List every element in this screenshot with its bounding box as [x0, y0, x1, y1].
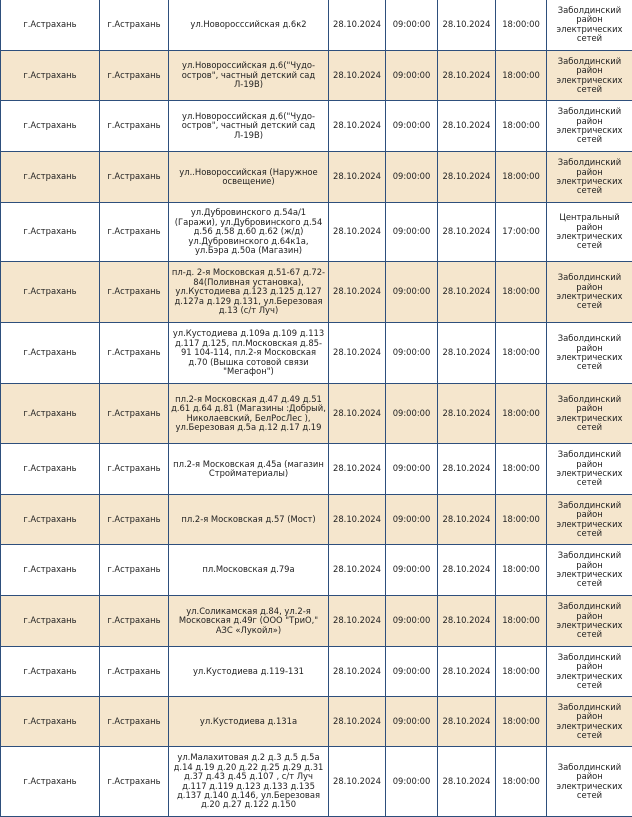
start-date-cell: 28.10.2024 [329, 262, 386, 323]
network-region-cell: Заболдинский район электрических сетей [547, 262, 632, 323]
start-time-cell: 09:00:00 [386, 262, 438, 323]
network-region-cell: Заболдинский район электрических сетей [547, 51, 632, 101]
start-time-cell: 09:00:00 [386, 152, 438, 203]
locality-cell: г.Астрахань [100, 384, 169, 444]
start-date-cell: 28.10.2024 [329, 596, 386, 647]
end-time-cell: 18:00:00 [496, 747, 547, 817]
locality-cell: г.Астрахань [100, 647, 169, 697]
table-row [1, 495, 632, 545]
start-date-cell: 28.10.2024 [329, 0, 386, 51]
start-time-cell: 09:00:00 [386, 647, 438, 697]
address-cell: ул.Кустодиева д.109а д.109 д.113 д.117 д.125, пл.Московская д.85-91 104-114, пл.2-я Московская д.70 (Вышка сотовой связи "Мегафон") [169, 323, 329, 384]
end-date-cell: 28.10.2024 [438, 262, 496, 323]
address-cell: ул.Кустодиева д.119-131 [169, 647, 329, 697]
start-time-cell: 09:00:00 [386, 495, 438, 545]
end-time-cell: 18:00:00 [496, 0, 547, 51]
network-region-cell: Заболдинский район электрических сетей [547, 747, 632, 817]
city-cell: г.Астрахань [1, 51, 100, 101]
address-cell: ул.Малахитовая д.2 д.3 д.5 д.5а д.14 д.19 д.20 д.22 д.25 д.29 д.31 д.37 д.43 д.45 д.107 , с/т Луч д.117 д.119 д.123 д.133 д.135 д.137 д.140 д.146, ул.Березовая д.20 д.27 д.122 д.150 [169, 747, 329, 817]
city-cell: г.Астрахань [1, 0, 100, 51]
address-cell: ул.Соликамская д.84, ул.2-я Московская д.49г (ООО "ТриО," АЗС «Лукойл») [169, 596, 329, 647]
city-cell: г.Астрахань [1, 384, 100, 444]
address-cell: ул.Новороссийская д.6("Чудо-остров", частный детский сад Л-19В) [169, 101, 329, 152]
end-date-cell: 28.10.2024 [438, 747, 496, 817]
network-region-cell: Заболдинский район электрических сетей [547, 596, 632, 647]
end-date-cell: 28.10.2024 [438, 495, 496, 545]
network-region-cell: Заболдинский район электрических сетей [547, 323, 632, 384]
end-date-cell: 28.10.2024 [438, 647, 496, 697]
end-date-cell: 28.10.2024 [438, 596, 496, 647]
start-time-cell: 09:00:00 [386, 545, 438, 596]
table-row [1, 51, 632, 101]
start-time-cell: 09:00:00 [386, 384, 438, 444]
locality-cell: г.Астрахань [100, 495, 169, 545]
start-time-cell: 09:00:00 [386, 203, 438, 262]
city-cell: г.Астрахань [1, 596, 100, 647]
address-cell: пл.Московская д.79а [169, 545, 329, 596]
start-date-cell: 28.10.2024 [329, 323, 386, 384]
address-cell: ул.Дубровинского д.54а/1 (Гаражи), ул.Дубровинского д.54 д.56 д.58 д.60 д.62 (ж/д) ул.Дубровинского д.64к1а, ул.Бэра д.50а (Магазин) [169, 203, 329, 262]
table-row [1, 444, 632, 495]
end-time-cell: 18:00:00 [496, 647, 547, 697]
start-time-cell: 09:00:00 [386, 0, 438, 51]
city-cell: г.Астрахань [1, 152, 100, 203]
network-region-cell: Заболдинский район электрических сетей [547, 697, 632, 747]
start-time-cell: 09:00:00 [386, 747, 438, 817]
table-row [1, 262, 632, 323]
start-date-cell: 28.10.2024 [329, 495, 386, 545]
locality-cell: г.Астрахань [100, 203, 169, 262]
end-time-cell: 18:00:00 [496, 384, 547, 444]
city-cell: г.Астрахань [1, 647, 100, 697]
address-cell: ул.Новороссийская д.6("Чудо-остров", частный детский сад Л-19В) [169, 51, 329, 101]
end-date-cell: 28.10.2024 [438, 384, 496, 444]
table-row [1, 323, 632, 384]
city-cell: г.Астрахань [1, 747, 100, 817]
end-time-cell: 18:00:00 [496, 51, 547, 101]
network-region-cell: Заболдинский район электрических сетей [547, 0, 632, 51]
address-cell: пл.2-я Московская д.57 (Мост) [169, 495, 329, 545]
address-cell: пл.2-я Московская д.47 д.49 д.51 д.61 д.64 д.81 (Магазины :Добрый, Николаевский, БелРосЛес ), ул.Березовая д.5а д.12 д.17 д.19 [169, 384, 329, 444]
table-row [1, 384, 632, 444]
network-region-cell: Заболдинский район электрических сетей [547, 495, 632, 545]
start-date-cell: 28.10.2024 [329, 747, 386, 817]
city-cell: г.Астрахань [1, 545, 100, 596]
end-time-cell: 18:00:00 [496, 323, 547, 384]
end-date-cell: 28.10.2024 [438, 101, 496, 152]
end-date-cell: 28.10.2024 [438, 152, 496, 203]
address-cell: ул..Новороссийская (Наружное освещение) [169, 152, 329, 203]
table-row [1, 203, 632, 262]
start-date-cell: 28.10.2024 [329, 152, 386, 203]
network-region-cell: Заболдинский район электрических сетей [547, 545, 632, 596]
start-date-cell: 28.10.2024 [329, 384, 386, 444]
locality-cell: г.Астрахань [100, 262, 169, 323]
network-region-cell: Заболдинский район электрических сетей [547, 152, 632, 203]
address-cell: ул.Кустодиева д.131а [169, 697, 329, 747]
table-row [1, 647, 632, 697]
network-region-cell: Заболдинский район электрических сетей [547, 384, 632, 444]
network-region-cell: Центральный район электрических сетей [547, 203, 632, 262]
table-row [1, 0, 632, 51]
start-date-cell: 28.10.2024 [329, 444, 386, 495]
locality-cell: г.Астрахань [100, 747, 169, 817]
network-region-cell: Заболдинский район электрических сетей [547, 444, 632, 495]
end-date-cell: 28.10.2024 [438, 323, 496, 384]
end-time-cell: 18:00:00 [496, 101, 547, 152]
end-date-cell: 28.10.2024 [438, 203, 496, 262]
end-time-cell: 18:00:00 [496, 262, 547, 323]
locality-cell: г.Астрахань [100, 444, 169, 495]
end-time-cell: 18:00:00 [496, 152, 547, 203]
address-cell: ул.Новоросссийская д.6к2 [169, 0, 329, 51]
locality-cell: г.Астрахань [100, 0, 169, 51]
start-time-cell: 09:00:00 [386, 323, 438, 384]
city-cell: г.Астрахань [1, 203, 100, 262]
start-time-cell: 09:00:00 [386, 51, 438, 101]
city-cell: г.Астрахань [1, 495, 100, 545]
address-cell: пл-д. 2-я Московская д.51-67 д.72-84(Поливная установка), ул.Кустодиева д.123 д.125 д.127 д.127а д.129 д.131, ул.Березовая д.13 (с/т Луч) [169, 262, 329, 323]
end-time-cell: 18:00:00 [496, 596, 547, 647]
end-time-cell: 18:00:00 [496, 444, 547, 495]
start-date-cell: 28.10.2024 [329, 545, 386, 596]
start-time-cell: 09:00:00 [386, 101, 438, 152]
table-row [1, 152, 632, 203]
table-row [1, 697, 632, 747]
network-region-cell: Заболдинский район электрических сетей [547, 101, 632, 152]
city-cell: г.Астрахань [1, 101, 100, 152]
end-time-cell: 18:00:00 [496, 697, 547, 747]
address-cell: пл.2-я Московская д.45а (магазин Стройматериалы) [169, 444, 329, 495]
city-cell: г.Астрахань [1, 697, 100, 747]
table-row [1, 545, 632, 596]
end-date-cell: 28.10.2024 [438, 697, 496, 747]
start-time-cell: 09:00:00 [386, 697, 438, 747]
end-time-cell: 18:00:00 [496, 495, 547, 545]
start-date-cell: 28.10.2024 [329, 51, 386, 101]
city-cell: г.Астрахань [1, 323, 100, 384]
locality-cell: г.Астрахань [100, 596, 169, 647]
start-time-cell: 09:00:00 [386, 444, 438, 495]
locality-cell: г.Астрахань [100, 545, 169, 596]
table-row [1, 596, 632, 647]
locality-cell: г.Астрахань [100, 697, 169, 747]
city-cell: г.Астрахань [1, 262, 100, 323]
table-row [1, 101, 632, 152]
end-date-cell: 28.10.2024 [438, 444, 496, 495]
end-date-cell: 28.10.2024 [438, 0, 496, 51]
start-date-cell: 28.10.2024 [329, 203, 386, 262]
end-time-cell: 18:00:00 [496, 545, 547, 596]
locality-cell: г.Астрахань [100, 51, 169, 101]
end-date-cell: 28.10.2024 [438, 545, 496, 596]
end-time-cell: 17:00:00 [496, 203, 547, 262]
network-region-cell: Заболдинский район электрических сетей [547, 647, 632, 697]
locality-cell: г.Астрахань [100, 152, 169, 203]
start-time-cell: 09:00:00 [386, 596, 438, 647]
start-date-cell: 28.10.2024 [329, 101, 386, 152]
table-row [1, 747, 632, 817]
start-date-cell: 28.10.2024 [329, 647, 386, 697]
locality-cell: г.Астрахань [100, 101, 169, 152]
end-date-cell: 28.10.2024 [438, 51, 496, 101]
city-cell: г.Астрахань [1, 444, 100, 495]
start-date-cell: 28.10.2024 [329, 697, 386, 747]
locality-cell: г.Астрахань [100, 323, 169, 384]
